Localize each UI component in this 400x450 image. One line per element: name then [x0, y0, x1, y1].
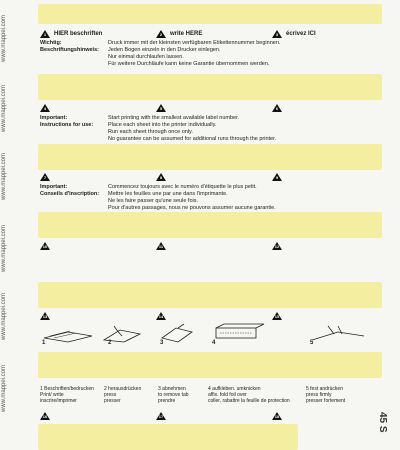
write-here-en: write HERE — [170, 31, 203, 37]
french-label-instructions: Conseils d'inscription: — [40, 191, 100, 197]
step-caption-de: abnehmen — [162, 386, 186, 392]
number-marker-icon: 12 — [272, 242, 282, 250]
side-url: www.mappei.com — [1, 364, 7, 412]
number-marker-icon: 16 — [40, 412, 50, 420]
step-caption-number: 4 — [208, 386, 211, 392]
step-caption-number: 3 — [158, 386, 161, 392]
side-url: www.mappei.com — [1, 224, 7, 272]
number-marker-icon: 17 — [156, 412, 166, 420]
step-caption — [104, 386, 141, 404]
label-strip[interactable] — [38, 424, 298, 450]
french-line: Commencez toujours avec le numéro d'étiquette le plus petit. — [108, 184, 257, 190]
write-here-de: HIER beschriften — [54, 31, 103, 37]
press-firmly-illustration — [308, 322, 368, 344]
label-strip[interactable] — [38, 352, 382, 378]
label-strip[interactable] — [38, 144, 382, 170]
step-number: 1 — [42, 340, 46, 346]
step-caption — [158, 386, 189, 404]
step-caption-de: aufkleben. umknicken — [212, 386, 261, 392]
label-strip[interactable] — [38, 212, 382, 238]
german-label-important: Wichtig: — [40, 40, 62, 46]
step-number: 5 — [310, 340, 314, 346]
english-label-important: Important: — [40, 115, 68, 121]
german-line: Nur einmal durchlaufen lassen. — [108, 54, 184, 60]
step-caption — [208, 386, 290, 404]
side-url: www.mappei.com — [1, 292, 7, 340]
write-here-fr: écrivez ICI — [286, 31, 316, 37]
number-marker-icon: 9 — [272, 173, 282, 181]
step-caption-fr: prendre — [158, 398, 176, 404]
number-marker-icon: 10 — [40, 242, 50, 250]
side-url: www.mappei.com — [1, 84, 7, 132]
step-caption-en: press — [104, 392, 117, 398]
number-marker-icon: 4 — [40, 104, 50, 112]
german-label-instructions: Beschriftungshinweis: — [40, 47, 99, 53]
side-url: www.mappei.com — [1, 152, 7, 200]
step-caption — [40, 386, 94, 404]
print-step-illustration — [40, 322, 100, 344]
french-line: Ne les faire passer qu'une seule fois. — [108, 198, 199, 204]
step-caption-de: fest andrücken — [310, 386, 343, 392]
step-caption-fr: coller, rabattre la feuille de protection — [208, 398, 290, 404]
number-marker-icon: 5 — [156, 104, 166, 112]
french-line: Pour d'autres passages, nous ne pouvons assumer aucune garantie. — [108, 205, 276, 211]
step-caption-de: herausdrücken — [108, 386, 142, 392]
label-strip[interactable] — [38, 282, 382, 308]
step-caption-en: to remove tab — [158, 392, 189, 398]
step-caption-en: press firmly — [306, 392, 332, 398]
number-marker-icon: 13 — [40, 312, 50, 320]
step-caption-fr: presser — [104, 398, 121, 404]
number-marker-icon: 11 — [156, 242, 166, 250]
step-caption-number: 2 — [104, 386, 107, 392]
number-marker-icon: 6 — [272, 104, 282, 112]
german-line: Jeden Bogen einzeln in den Drucker einlegen. — [108, 47, 221, 53]
english-line: Run each sheet through once only. — [108, 129, 193, 135]
step-caption-de: Beschriften/bedrucken — [44, 386, 94, 392]
sheet-code: 45 S — [377, 412, 388, 433]
german-line: Für weitere Durchläufe kann keine Garantie übernommen werden. — [108, 61, 270, 67]
german-line: Druck immer mit der kleinsten verfügbaren Etikettennummer beginnen. — [108, 40, 281, 46]
side-url: www.mappei.com — [1, 14, 7, 62]
step-number: 2 — [108, 340, 112, 346]
remove-tab-illustration — [158, 322, 198, 344]
step-caption-fr: presser fortement — [306, 398, 346, 404]
step-caption-number: 5 — [306, 386, 309, 392]
english-line: No guarantee can be assumed for additional runs through the printer. — [108, 136, 277, 142]
step-number: 4 — [212, 340, 216, 346]
step-caption — [306, 386, 345, 404]
number-marker-icon: 3 — [272, 30, 282, 38]
label-strip[interactable] — [38, 4, 382, 24]
number-marker-icon: 2 — [156, 30, 166, 38]
number-marker-icon: 7 — [40, 173, 50, 181]
step-caption-en: affix. fold foil over — [208, 392, 247, 398]
french-label-important: Important: — [40, 184, 68, 190]
step-caption-en: Print/ write — [40, 392, 64, 398]
number-marker-icon: 18 — [272, 412, 282, 420]
label-strip[interactable] — [38, 74, 382, 100]
number-marker-icon: 8 — [156, 173, 166, 181]
step-caption-number: 1 — [40, 386, 43, 392]
english-line: Place each sheet into the printer individually. — [108, 122, 217, 128]
step-caption-fr: inscrire/imprimer — [40, 398, 77, 404]
number-marker-icon: 15 — [272, 312, 282, 320]
number-marker-icon: 1 — [40, 30, 50, 38]
step-number: 3 — [160, 340, 164, 346]
french-line: Mettre les feuilles une par une dans l'imprimante. — [108, 191, 228, 197]
fold-step-illustration — [210, 322, 270, 344]
english-label-instructions: Instructions for use: — [40, 122, 94, 128]
number-marker-icon: 14 — [156, 312, 166, 320]
english-line: Start printing with the smallest available label number. — [108, 115, 240, 121]
